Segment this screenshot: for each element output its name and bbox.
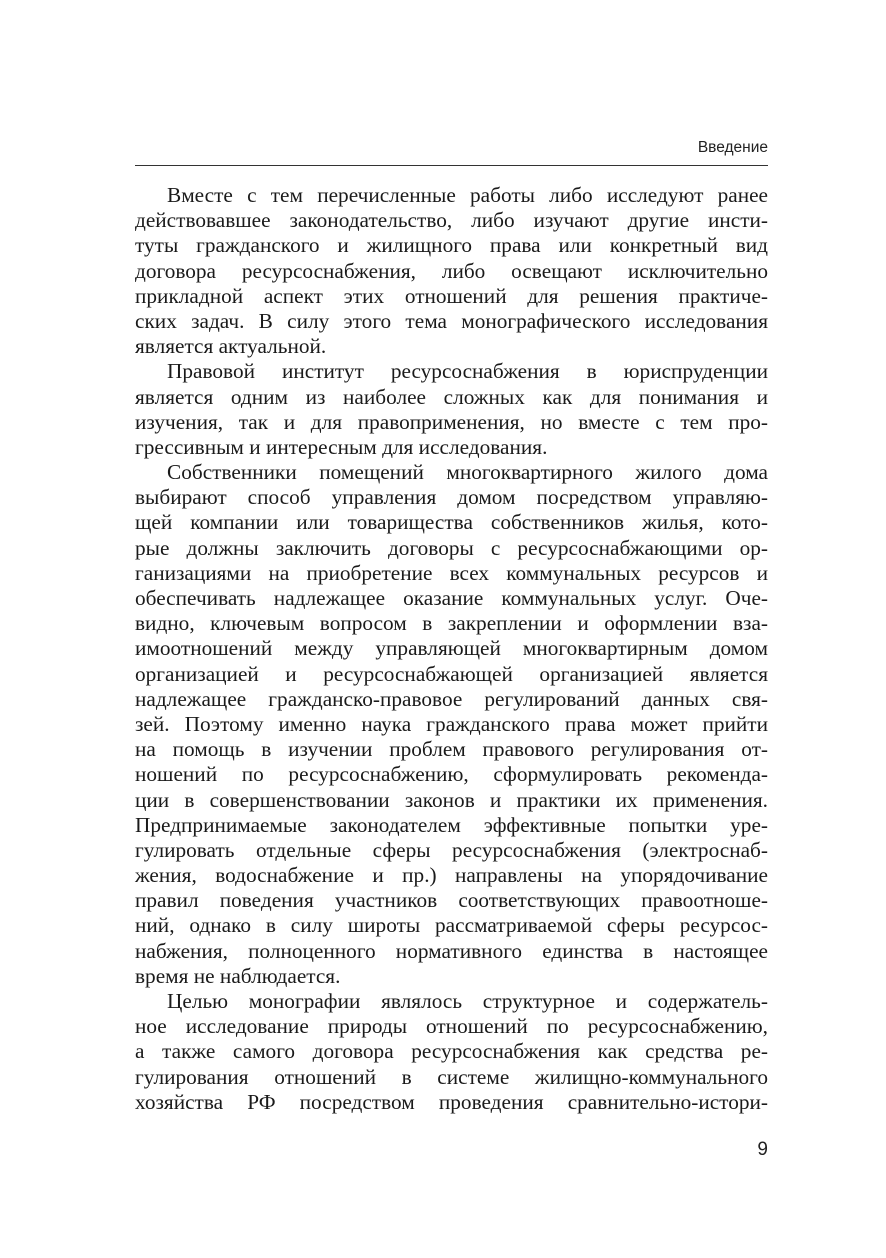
text-line: ции в совершенствовании законов и практики их применения. [135, 787, 768, 812]
text-line: туты гражданского и жилищного права или конкретный вид [135, 233, 768, 258]
text-line: ное исследование природы отношений по ресурсоснабжению, [135, 1014, 768, 1039]
text-line: ний, однако в силу широты рассматриваемой сферы ресурсос- [135, 913, 768, 938]
text-line: прикладной аспект этих отношений для решения практиче- [135, 283, 768, 308]
text-line: гулирования отношений в системе жилищно-коммунального [135, 1064, 768, 1089]
header-rule [135, 165, 768, 166]
text-line: рые должны заключить договоры с ресурсоснабжающими ор- [135, 535, 768, 560]
text-line: ских задач. В силу этого тема монографического исследования [135, 308, 768, 333]
page-number: 9 [757, 1139, 768, 1160]
text-line: правил поведения участников соответствующих правоотноше- [135, 888, 768, 913]
text-line: грессивным и интересным для исследования. [135, 434, 548, 459]
paragraph [135, 183, 768, 359]
text-line: зей. Поэтому именно наука гражданского права может прийти [135, 711, 768, 736]
text-line: а также самого договора ресурсоснабжения как средства ре- [135, 1039, 768, 1064]
text-line: ношений по ресурсоснабжению, сформулировать рекоменда- [135, 762, 768, 787]
text-line: хозяйства РФ посредством проведения сравнительно-истори- [135, 1089, 768, 1114]
text-line: время не наблюдается. [135, 963, 341, 988]
text-line: набжения, полноценного нормативного единства в настоящее [135, 938, 768, 963]
text-line: на помощь в изучении проблем правового регулирования от- [135, 737, 768, 762]
text-line: Собственники помещений многоквартирного жилого дома [167, 460, 768, 485]
text-line: Правовой институт ресурсоснабжения в юриспруденции [167, 359, 768, 384]
paragraph [135, 989, 768, 1115]
text-line: выбирают способ управления домом посредством управляю- [135, 485, 768, 510]
text-line: является актуальной. [135, 334, 327, 359]
running-title: Введение [697, 139, 768, 156]
text-line: изучения, так и для правоприменения, но вместе с тем про- [135, 409, 768, 434]
text-line: имоотношений между управляющей многоквартирным домом [135, 636, 768, 661]
text-line: щей компании или товарищества собственников жилья, кото- [135, 510, 768, 535]
text-line: организацией и ресурсоснабжающей организацией является [135, 661, 768, 686]
body-text [135, 183, 768, 1115]
text-line: обеспечивать надлежащее оказание коммунальных услуг. Оче- [135, 586, 768, 610]
text-line: является одним из наиболее сложных как для понимания и [135, 384, 768, 409]
text-line: надлежащее гражданско-правовое регулирований данных свя- [135, 686, 768, 711]
text-line: Целью монографии являлось структурное и содержатель- [167, 989, 768, 1013]
text-line: действовавшее законодательство, либо изучают другие инсти- [135, 208, 768, 233]
text-line: гулировать отдельные сферы ресурсоснабжения (электроснаб- [135, 837, 768, 862]
text-line: видно, ключевым вопросом в закреплении и оформлении вза- [135, 611, 768, 636]
paragraph [135, 460, 768, 989]
paragraph [135, 359, 768, 460]
text-line: Предпринимаемые законодателем эффективные попытки уре- [135, 812, 768, 837]
text-line: договора ресурсоснабжения, либо освещают исключительно [135, 258, 768, 283]
text-line: жения, водоснабжение и пр.) направлены на упорядочивание [135, 863, 768, 888]
text-line: Вместе с тем перечисленные работы либо исследуют ранее [167, 183, 768, 207]
text-line: ганизациями на приобретение всех коммунальных ресурсов и [135, 560, 768, 585]
